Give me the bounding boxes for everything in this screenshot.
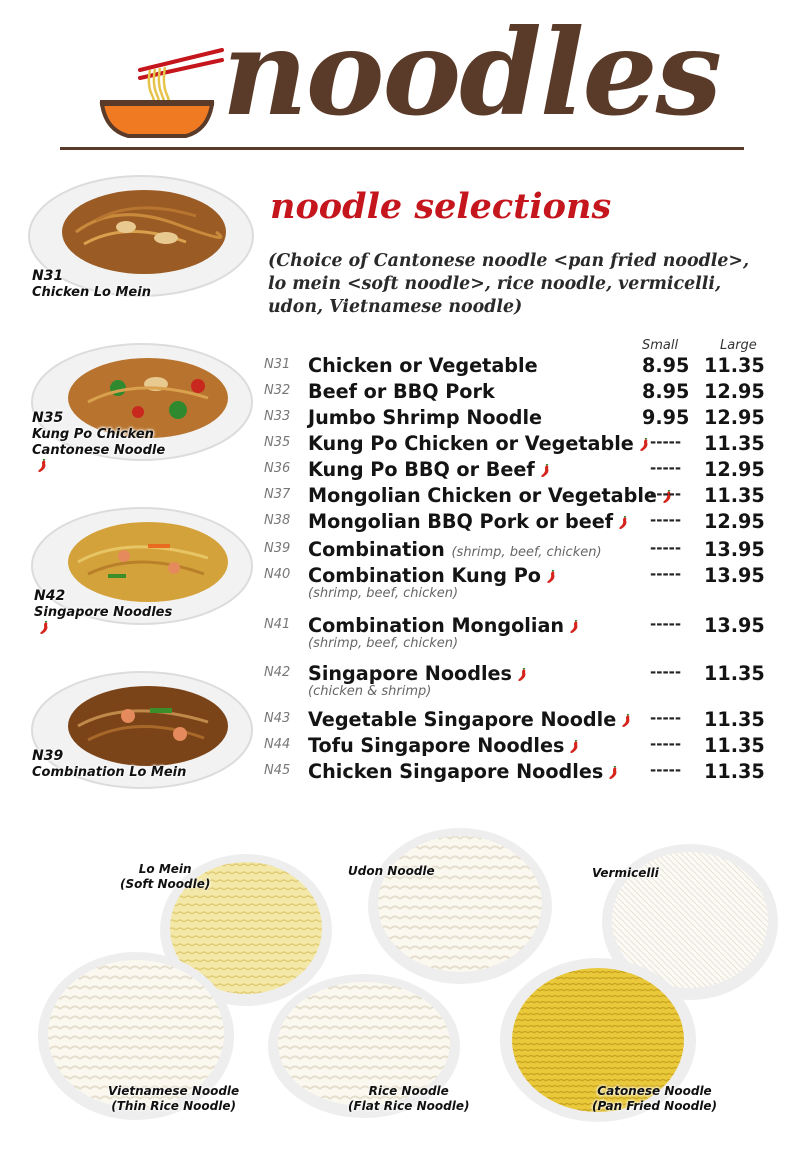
logo-wordmark: noodles (222, 3, 721, 142)
item-name: Chicken or Vegetable (308, 354, 538, 377)
item-code: N31 (264, 357, 291, 372)
item-note: (shrimp, beef, chicken) (451, 545, 602, 560)
chili-pepper-icon (516, 668, 528, 682)
item-name: Combination (308, 538, 445, 561)
item-price-large: 13.95 (704, 564, 765, 587)
photo-caption: Chicken Lo Mein (32, 285, 151, 300)
item-price-small: ----- (650, 761, 682, 779)
photo-code: N31 (32, 268, 64, 284)
noodle-label-line2: (Thin Rice Noodle) (111, 1099, 236, 1113)
item-price-large: 11.35 (704, 708, 765, 731)
item-price-small: ----- (650, 459, 682, 477)
item-name: Combination Kung Po (308, 564, 541, 587)
photo-caption: Combination Lo Mein (32, 765, 187, 780)
item-price-large: 11.35 (704, 432, 765, 455)
item-price-large: 12.95 (704, 458, 765, 481)
item-price-large: 12.95 (704, 406, 765, 429)
photo-combination-lo-mein (28, 668, 256, 793)
item-name: Kung Po BBQ or Beef (308, 458, 535, 481)
item-name: Jumbo Shrimp Noodle (308, 406, 543, 429)
chili-pepper-icon (607, 766, 619, 780)
item-name: Mongolian Chicken or Vegetable (308, 484, 657, 507)
chili-pepper-icon (38, 621, 50, 635)
noodle-label-line1: Lo Mein (138, 862, 192, 876)
item-price-small: ----- (650, 539, 682, 557)
item-price-large: 11.35 (704, 760, 765, 783)
item-price-large: 11.35 (704, 662, 765, 685)
chili-pepper-icon (545, 570, 557, 584)
chili-pepper-icon (638, 438, 650, 452)
noodle-label-udon (348, 864, 435, 879)
item-name: Singapore Noodles (308, 662, 512, 685)
photo-code: N42 (34, 588, 66, 604)
item-code: N33 (264, 409, 291, 424)
chili-pepper-icon (36, 459, 48, 473)
item-price-large: 12.95 (704, 510, 765, 533)
noodle-label-vermicelli (592, 866, 659, 881)
chili-pepper-icon (617, 516, 629, 530)
item-name: Mongolian BBQ Pork or beef (308, 510, 614, 533)
item-name: Tofu Singapore Noodles (308, 734, 565, 757)
item-name: Combination Mongolian (308, 614, 565, 637)
noodle-label-lo-mein (120, 862, 210, 892)
photo-code: N35 (32, 410, 64, 426)
item-price-small: 9.95 (642, 406, 690, 429)
item-name: Chicken Singapore Noodles (308, 760, 604, 783)
section-title: noodle selections (270, 186, 612, 227)
photo-code: N39 (32, 748, 64, 764)
item-price-large: 11.35 (704, 734, 765, 757)
photo-caption-line2: Cantonese Noodle (32, 443, 166, 458)
item-price-large: 13.95 (704, 538, 765, 561)
item-note: (chicken & shrimp) (308, 684, 432, 699)
item-price-small: 8.95 (642, 354, 690, 377)
item-code: N43 (264, 711, 291, 726)
udon-bowl (368, 828, 552, 984)
item-code: N32 (264, 383, 291, 398)
item-code: N45 (264, 763, 291, 778)
chili-pepper-icon (620, 714, 632, 728)
item-price-small: ----- (650, 615, 682, 633)
item-name: Beef or BBQ Pork (308, 380, 495, 403)
item-code: N37 (264, 487, 291, 502)
item-code: N41 (264, 617, 291, 632)
menu-list (264, 0, 774, 800)
noodle-label-line2: (Pan Fried Noodle) (592, 1099, 718, 1113)
noodle-label-line1: Rice Noodle (368, 1084, 449, 1098)
chili-pepper-icon (568, 740, 580, 754)
item-price-large: 12.95 (704, 380, 765, 403)
noodle-label-line1: Udon Noodle (348, 864, 435, 878)
noodle-label-line1: Vermicelli (592, 866, 659, 880)
item-code: N36 (264, 461, 291, 476)
noodle-label-line2: (Flat Rice Noodle) (348, 1099, 470, 1113)
item-price-small: ----- (650, 485, 682, 503)
column-header-small: Small (642, 338, 679, 353)
item-note: (shrimp, beef, chicken) (308, 636, 459, 651)
noodle-label-line1: Vietnamese Noodle (108, 1084, 240, 1098)
noodle-choice-note: (Choice of Cantonese noodle <pan fried noodle>, lo mein <soft noodle>, rice noodle, vermicelli, udon, Vietnamese noodle) (268, 251, 750, 317)
chili-pepper-icon (568, 620, 580, 634)
item-code: N40 (264, 567, 291, 582)
item-name: Kung Po Chicken or Vegetable (308, 432, 634, 455)
item-code: N38 (264, 513, 291, 528)
photo-chicken-lo-mein (26, 172, 256, 302)
noodle-label-line2: (Soft Noodle) (120, 877, 211, 891)
item-price-small: ----- (650, 433, 682, 451)
item-price-small: 8.95 (642, 380, 690, 403)
item-price-large: 11.35 (704, 354, 765, 377)
noodle-label-vietnamese (108, 1084, 239, 1114)
item-price-large: 11.35 (704, 484, 765, 507)
item-price-small: ----- (650, 565, 682, 583)
item-price-small: ----- (650, 735, 682, 753)
photo-kung-po-chicken (28, 340, 256, 465)
item-price-small: ----- (650, 663, 682, 681)
item-code: N42 (264, 665, 291, 680)
item-code: N35 (264, 435, 291, 450)
photo-caption: Kung Po Chicken (32, 427, 154, 442)
item-price-large: 13.95 (704, 614, 765, 637)
item-note: (shrimp, beef, chicken) (308, 586, 459, 601)
photo-caption: Singapore Noodles (34, 605, 173, 620)
item-code: N44 (264, 737, 291, 752)
item-name: Vegetable Singapore Noodle (308, 708, 617, 731)
item-price-small: ----- (650, 709, 682, 727)
chili-pepper-icon (539, 464, 551, 478)
noodle-label-line1: Catonese Noodle (597, 1084, 712, 1098)
item-price-small: ----- (650, 511, 682, 529)
noodle-label-rice (348, 1084, 469, 1114)
item-code: N39 (264, 541, 291, 556)
noodle-label-cantonese (592, 1084, 717, 1114)
photo-singapore-noodles (28, 504, 256, 629)
column-header-large: Large (720, 338, 757, 353)
